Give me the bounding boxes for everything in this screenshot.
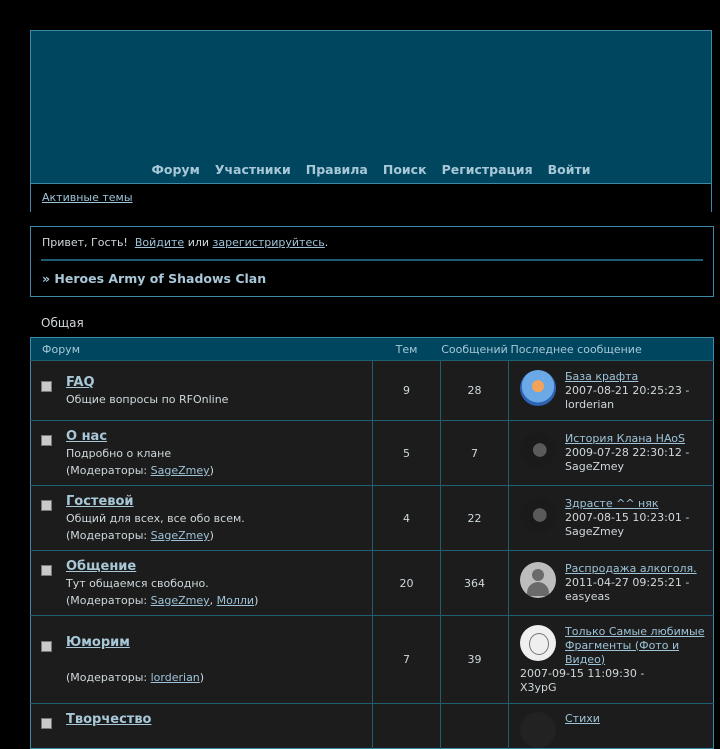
- header-last-post: Последнее сообщение: [509, 338, 714, 361]
- forum-cell: [31, 616, 373, 704]
- last-post-link[interactable]: Только Самые любимые Фрагменты (Фото и Видео): [565, 624, 705, 666]
- header-forum: Форум: [31, 338, 373, 361]
- last-post-author: SageZmey: [565, 460, 625, 473]
- moderators-label: (Модераторы:: [66, 671, 148, 684]
- header-topics: Тем: [373, 338, 441, 361]
- avatar: [520, 712, 556, 748]
- forum-description: Общие вопросы по RFOnline: [66, 393, 229, 406]
- last-post-cell: [509, 551, 714, 616]
- last-post-date: 2007-08-21 20:25:23 -: [565, 383, 690, 397]
- moderator-link[interactable]: SageZmey: [150, 529, 210, 542]
- table-header-row: [31, 338, 714, 361]
- avatar: [520, 625, 556, 661]
- forum-moderators: (Модераторы: lorderian): [66, 671, 205, 684]
- topics-count: 7: [373, 616, 441, 704]
- last-post-date: 2009-07-28 22:30:12 -: [565, 446, 690, 459]
- moderator-link[interactable]: SageZmey: [150, 594, 210, 607]
- forum-status-icon: [41, 435, 52, 446]
- welcome-box: [30, 226, 714, 297]
- last-post-cell: [509, 486, 714, 551]
- last-post-author: easyeas: [565, 590, 610, 603]
- forum-link[interactable]: О нас: [66, 429, 108, 444]
- posts-count: [441, 704, 509, 749]
- forum-link[interactable]: Творчество: [66, 712, 152, 727]
- forum-description: Подробно о клане: [66, 447, 172, 460]
- posts-count: 39: [441, 616, 509, 704]
- table-row: [31, 421, 714, 486]
- forum-moderators: (Модераторы: SageZmey, Молли): [66, 594, 259, 607]
- table-row: [31, 486, 714, 551]
- forum-cell: [31, 551, 373, 616]
- greeting-suffix: .: [324, 236, 329, 249]
- forum-description: [66, 653, 372, 667]
- avatar: [520, 370, 556, 406]
- last-post-link[interactable]: База крафта: [565, 369, 639, 383]
- forum-moderators: (Модераторы: SageZmey): [66, 529, 214, 542]
- forum-cell: [31, 486, 373, 551]
- topics-count: 9: [373, 361, 441, 421]
- moderators-label: (Модераторы:: [66, 529, 148, 542]
- last-post-link[interactable]: Стихи: [565, 712, 600, 725]
- forum-link[interactable]: Гостевой: [66, 494, 134, 509]
- forum-link[interactable]: FAQ: [66, 375, 95, 390]
- nav-members[interactable]: Участники: [214, 161, 291, 177]
- last-post-cell: [509, 704, 714, 749]
- forum-status-icon: [41, 565, 52, 576]
- header-posts: Сообщений: [441, 338, 509, 361]
- forum-status-icon: [41, 641, 52, 652]
- posts-count: 22: [441, 486, 509, 551]
- last-post-date: 2007-09-15 11:09:30 -: [520, 666, 645, 680]
- table-row: [31, 551, 714, 616]
- table-row: [31, 704, 714, 749]
- moderators-label: (Модераторы:: [66, 464, 148, 477]
- greeting-text: Привет, Гость!: [42, 236, 128, 249]
- forum-status-icon: [41, 381, 52, 392]
- forum-cell: [31, 704, 373, 749]
- nav-search[interactable]: Поиск: [382, 161, 427, 177]
- table-row: [31, 361, 714, 421]
- last-post-link[interactable]: История Клана HAoS: [565, 432, 685, 445]
- moderator-link[interactable]: Молли: [216, 594, 255, 607]
- last-post-author: X3ypG: [520, 680, 557, 694]
- login-link[interactable]: Войдите: [134, 236, 185, 249]
- category-title: Общая: [41, 316, 84, 330]
- forum-cell: [31, 361, 373, 421]
- posts-count: 28: [441, 361, 509, 421]
- nav-register[interactable]: Регистрация: [441, 161, 533, 177]
- forum-table: [30, 337, 714, 749]
- avatar: [520, 562, 556, 598]
- forum-status-icon: [41, 500, 52, 511]
- nav-rules[interactable]: Правила: [305, 161, 368, 177]
- forum-cell: [31, 421, 373, 486]
- sub-nav: [31, 183, 711, 212]
- breadcrumb: » Heroes Army of Shadows Clan: [42, 271, 267, 286]
- moderator-link[interactable]: SageZmey: [150, 464, 210, 477]
- forum-description: Тут общаемся свободно.: [66, 577, 209, 590]
- last-post-cell: [509, 421, 714, 486]
- main-nav: [31, 155, 711, 183]
- topics-count: [373, 704, 441, 749]
- last-post-date: 2011-04-27 09:25:21 -: [565, 576, 690, 589]
- nav-forum[interactable]: Форум: [151, 161, 200, 177]
- avatar: [520, 432, 556, 468]
- welcome-message: [42, 236, 328, 249]
- last-post-cell: [509, 616, 714, 704]
- last-post-author: SageZmey: [565, 525, 625, 538]
- topics-count: 5: [373, 421, 441, 486]
- avatar: [520, 497, 556, 533]
- moderators-label: (Модераторы:: [66, 594, 148, 607]
- forum-description: Общий для всех, все обо всем.: [66, 512, 245, 525]
- forum-moderators: (Модераторы: SageZmey): [66, 464, 214, 477]
- forum-link[interactable]: Общение: [66, 559, 137, 574]
- header-banner: [30, 30, 712, 212]
- moderator-link[interactable]: lorderian: [150, 671, 200, 684]
- greeting-or: или: [187, 236, 210, 249]
- nav-login[interactable]: Войти: [547, 161, 591, 177]
- last-post-cell: [509, 361, 714, 421]
- posts-count: 364: [441, 551, 509, 616]
- topics-count: 20: [373, 551, 441, 616]
- divider: [41, 259, 703, 261]
- last-post-author: lorderian: [565, 397, 615, 411]
- last-post-link[interactable]: Распродажа алкоголя.: [565, 562, 697, 575]
- posts-count: 7: [441, 421, 509, 486]
- forum-link[interactable]: Юморим: [66, 635, 130, 650]
- topics-count: 4: [373, 486, 441, 551]
- active-topics-link[interactable]: Активные темы: [42, 191, 133, 204]
- register-link[interactable]: зарегистрируйтесь: [212, 236, 325, 249]
- last-post-link[interactable]: Здрасте ^^ няк: [565, 497, 659, 510]
- table-row: [31, 616, 714, 704]
- last-post-date: 2007-08-15 10:23:01 -: [565, 511, 690, 524]
